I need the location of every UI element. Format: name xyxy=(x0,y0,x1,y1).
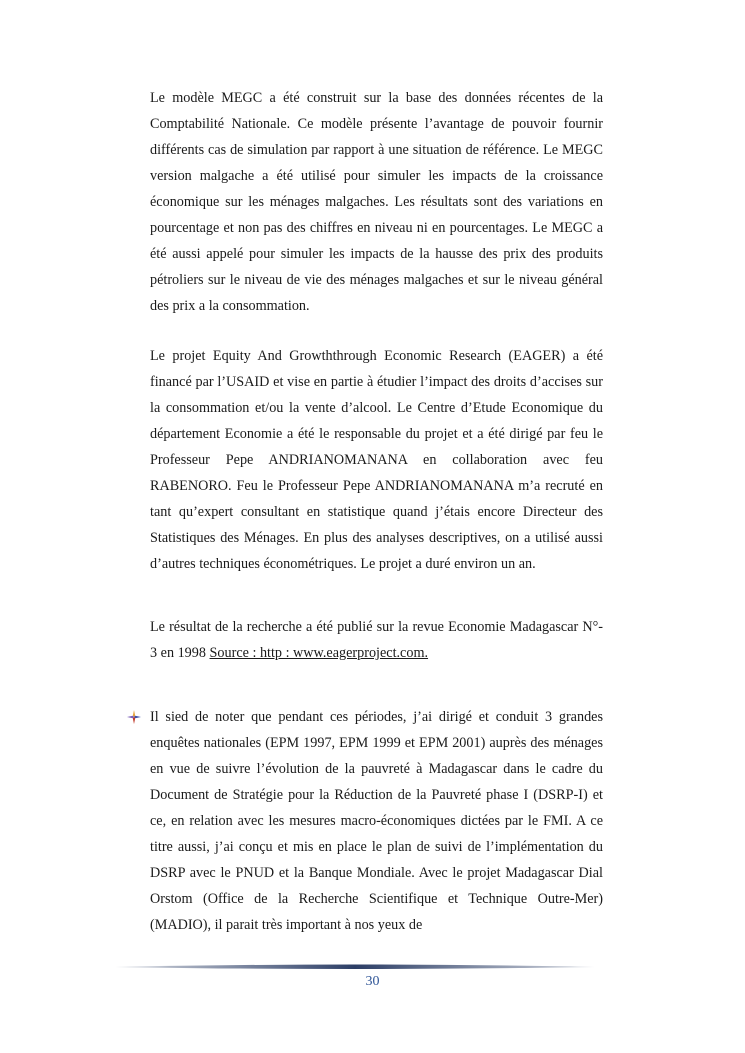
page-number: 30 xyxy=(365,974,380,989)
research-result-text: Le résultat de la recherche a été publié sur la revue Economie Madagascar N°- 3 en 1998 xyxy=(150,619,603,661)
paragraph-eager-project: Le projet Equity And Growththrough Economic Research (EAGER) a été financé par l’USAID et vise en partie à étudier l’impact des droits d’accises sur la consommation et/ou la vente d’alcool. Le Centre d’Etude Economique du département Economie a été le responsable du projet et a été dirigé par feu le Professeur Pepe ANDRIANOMANANA en collaboration avec feu RABENORO. Feu le Professeur Pepe ANDRIANOMANANA m’a recruté en tant qu’expert consultant en statistique quand j’étais encore Directeur des Statistiques des Ménages. En plus des analyses descriptives, on a utilisé aussi d’autres techniques économétriques. Le projet a duré environ un an. xyxy=(150,348,603,572)
paragraph-national-surveys: Il sied de noter que pendant ces périodes, j’ai dirigé et conduit 3 grandes enquêtes nationales (EPM 1997, EPM 1999 et EPM 2001) auprès des ménages en vue de suivre l’évolution de la pauvreté à Madagascar dans le cadre du Document de Stratégie pour la Réduction de la Pauvreté phase I (DSRP-I) et ce, en relation avec les mesures macro-économiques dictées par le FMI. A ce titre aussi, j’ai conçu et mis en place le plan de suivi de l’implémentation du DSRP avec le PNUD et la Banque Mondiale. Avec le projet Madagascar Dial Orstom (Office de la Recherche Scientifique et Technique Outre-Mer) (MADIO), il parait très important à nos yeux de xyxy=(150,709,603,933)
four-point-star-icon xyxy=(127,710,141,724)
paragraph-research-result xyxy=(150,614,603,666)
footer-divider xyxy=(115,962,595,972)
source-link[interactable]: Source : http : www.eagerproject.com. xyxy=(209,645,429,661)
paragraph-megc-model: Le modèle MEGC a été construit sur la base des données récentes de la Comptabilité Nationale. Ce modèle présente l’avantage de pouvoir fournir différents cas de simulation par rapport à une situation de référence. Le MEGC version malgache a été utilisé pour simuler les impacts de la croissance économique sur les ménages malgaches. Les résultats sont des variations en pourcentage et non pas des chiffres en niveau ni en pourcentages. Le MEGC a été aussi appelé pour simuler les impacts de la hausse des prix des produits pétroliers sur le niveau de vie des ménages malgaches et sur le niveau général des prix a la consommation. xyxy=(150,90,603,314)
